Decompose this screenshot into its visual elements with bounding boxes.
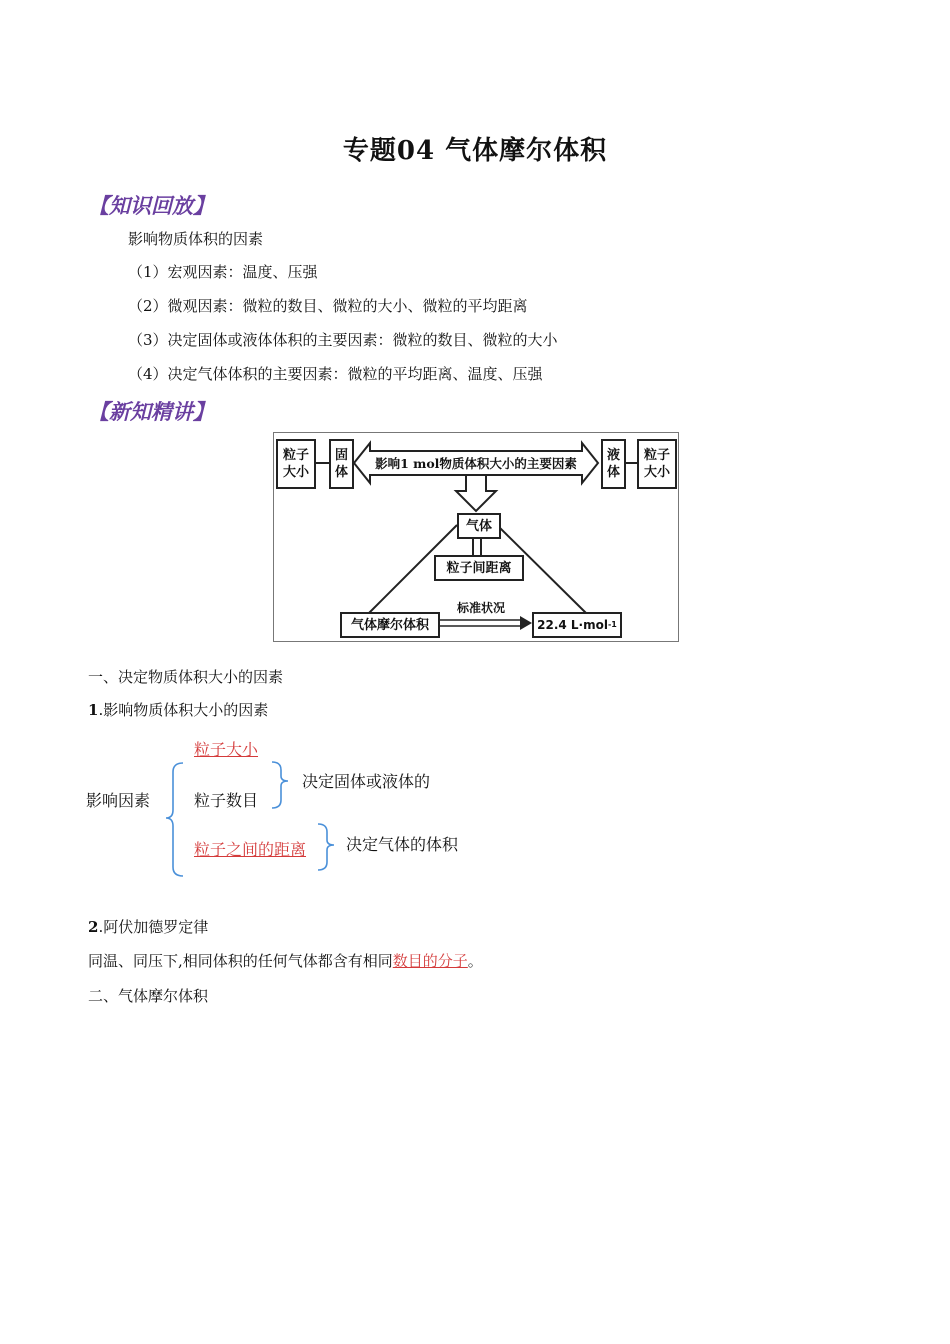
section1-heading: 一、决定物质体积大小的因素	[88, 668, 284, 686]
sub1-title: .影响物质体积大小的因素	[98, 701, 269, 719]
law-number: 2	[88, 918, 99, 936]
factor-particle-size: 粒子大小	[194, 740, 259, 759]
gas-box: 气体	[457, 513, 501, 539]
section2-heading: 二、气体摩尔体积	[88, 987, 209, 1005]
review-item-2: （2）微观因素：微粒的数目、微粒的大小、微粒的平均距离	[128, 297, 528, 315]
review-item-4: （4）决定气体体积的主要因素：微粒的平均距离、温度、压强	[128, 365, 543, 383]
law-highlight: 数目的分子	[392, 952, 468, 970]
law-title: .阿伏加德罗定律	[98, 918, 209, 936]
molar-volume-value-box: 22.4 L·mol -1	[532, 612, 622, 638]
standard-condition-label: 标准状况	[456, 600, 505, 615]
avogadro-law-text: 同温、同压下,相同体积的任何气体都含有相同数目的分子。	[88, 952, 483, 970]
molar-volume-box: 气体摩尔体积	[340, 612, 440, 638]
particle-size-right-box: 粒子 大小	[637, 439, 677, 489]
particle-distance-box: 粒子间距离	[434, 555, 524, 581]
particle-size-left-box: 粒子 大小	[276, 439, 316, 489]
brace-root-label: 影响因素	[86, 791, 151, 810]
factor-particle-distance: 粒子之间的距离	[194, 840, 307, 859]
main-factors-label: 影响1 mol物质体积大小的主要因素	[375, 455, 577, 471]
review-item-3: （3）决定固体或液体体积的主要因素：微粒的数目、微粒的大小	[128, 331, 558, 349]
page-title: 专题04 气体摩尔体积	[342, 136, 608, 166]
law-heading	[88, 917, 208, 937]
liquid-box: 液 体	[601, 439, 626, 489]
factor-particle-count: 粒子数目	[194, 791, 259, 810]
review-heading: 【知识回放】	[88, 193, 214, 218]
solid-box: 固 体	[329, 439, 354, 489]
new-knowledge-heading: 【新知精讲】	[88, 399, 214, 424]
review-intro: 影响物质体积的因素	[128, 230, 264, 248]
result-gas: 决定气体的体积	[346, 835, 459, 854]
result-solid-liquid: 决定固体或液体的	[302, 772, 431, 791]
sub1-number: 1	[88, 701, 99, 719]
review-item-1: （1）宏观因素：温度、压强	[128, 263, 318, 281]
